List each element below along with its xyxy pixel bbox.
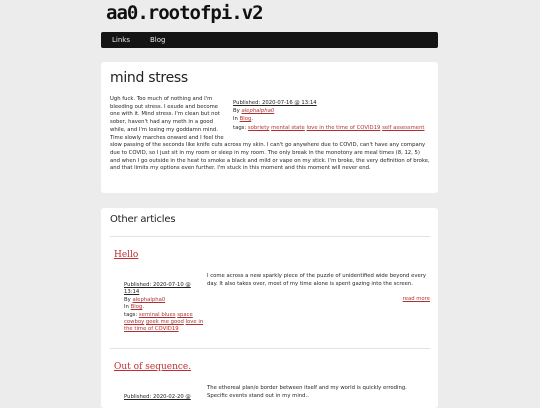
navbar <box>101 32 438 48</box>
tag-link[interactable]: space cowboy <box>124 311 193 326</box>
article-meta <box>124 394 206 401</box>
tag-link[interactable]: love in the time of COVID19 <box>306 124 381 131</box>
post-category-link[interactable]: Blog <box>239 116 252 123</box>
tag-link[interactable]: sobriety <box>247 124 270 131</box>
read-more-link[interactable]: read more <box>402 296 430 302</box>
article-category-dot: . <box>142 304 145 311</box>
other-articles-heading: Other articles <box>110 214 176 225</box>
post-tags-label: tags: <box>233 124 247 131</box>
post-by-label: By <box>233 108 240 115</box>
tag-link[interactable]: love in the time of COVID19 <box>124 319 204 333</box>
nav-link-links[interactable]: Links <box>112 36 130 44</box>
post-in-label: In <box>233 116 238 123</box>
article-title-link[interactable]: Out of sequence. <box>114 362 192 372</box>
article-tags-label: tags: <box>124 311 138 318</box>
article-excerpt: I come across a new sparkly piece of the puzzle of unidentified wide beyond every day. It also takes over, most of my time alone is spent gazing into the screen. <box>207 273 427 287</box>
article-title-link[interactable]: Hello <box>114 250 139 260</box>
post-body-lead: Ugh fuck. Too much of nothing and I'm bleeding out stress. I exude and become one with it. Mind stress. I'm clean but not sober, haven't had any meth in a good while, and I'm losing my goddamn mind. Time slowly marches onward and I feel the <box>110 96 224 141</box>
post-title: mind stress <box>110 70 188 86</box>
tag-link[interactable]: seminal blues <box>138 311 176 318</box>
site-title[interactable]: aa0.rootofpi.v2 <box>106 2 263 24</box>
article-category-link[interactable]: Blog <box>130 304 143 311</box>
divider <box>110 236 430 237</box>
divider <box>110 348 430 349</box>
tag-link[interactable]: mental state <box>271 124 305 131</box>
article-excerpt: The ethereal plan/e border between itself and my world is quickly erroding. Specific events stand out in my mind.. <box>207 385 407 399</box>
post-author-link[interactable]: alephalpha0 <box>241 108 275 115</box>
article-by-label: By <box>124 296 131 303</box>
article-meta <box>124 282 206 334</box>
post-category-dot: . <box>251 116 254 123</box>
post-card <box>101 62 438 193</box>
nav-link-blog[interactable]: Blog <box>149 36 166 44</box>
other-articles-card <box>101 208 438 408</box>
tag-link[interactable]: self assessment <box>382 124 425 131</box>
tag-link[interactable]: geek me good <box>145 319 184 326</box>
article-published: Published: 2020-02-20 @ <box>124 394 191 400</box>
article-published: Published: 2020-07-10 @ 13:14 <box>124 282 191 296</box>
post-body-rest: slow passing of the seconds like knife cuts across my skin. I can't go anywhere due to COVID, can't have any company due to COVID, so I just sit in my room or sleep in my room. The only break in the monotony are meal times (8, 12, 5) and when I go outside in the heat to smoke a black and mild or vape on my stick. I'm broke, the very definition of broke, and that limits my options even further. I'm stuck in this moment and this moment will never end. <box>110 142 430 172</box>
post-meta <box>233 99 433 132</box>
article-in-label: In <box>124 304 129 311</box>
article-author-link[interactable]: alephalpha0 <box>132 296 166 303</box>
post-published: Published: 2020-07-16 @ 13:14 <box>233 100 317 106</box>
